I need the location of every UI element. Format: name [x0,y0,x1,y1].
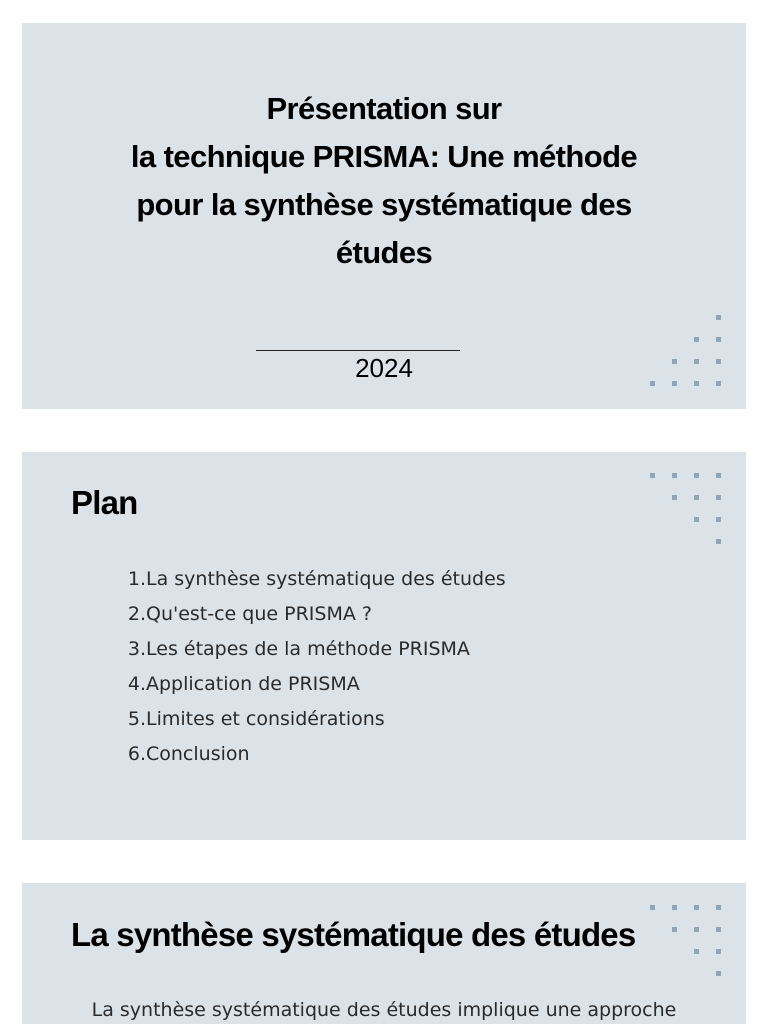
dot [716,359,721,364]
title-line: pour la synthèse systématique des [136,187,632,222]
dot [672,905,677,910]
list-item [124,632,506,667]
list-item [124,667,506,702]
item-number: 1. [127,568,146,590]
dot [716,927,721,932]
list-item [124,597,506,632]
decorative-dots-icon [650,905,730,985]
dot [716,949,721,954]
dot [694,359,699,364]
title-line: la technique PRISMA: Une méthode [130,139,638,174]
dot [716,337,721,342]
dot [716,971,721,976]
plan-slide [22,452,746,840]
item-text: Limites et considérations [146,708,385,730]
slide-heading: La synthèse systématique des études [71,916,636,953]
dot [716,539,721,544]
item-number: 3. [127,638,146,660]
presentation-title [22,85,746,277]
dot [716,381,721,386]
item-number: 4. [127,673,146,695]
item-number: 5. [127,708,146,730]
dot [672,381,677,386]
plan-list [124,562,506,772]
dot [672,495,677,500]
presentation-year: 2024 [355,353,413,383]
dot [716,473,721,478]
dot [716,315,721,320]
dot [716,905,721,910]
dot [716,495,721,500]
dot [650,473,655,478]
list-item [124,562,506,597]
item-text: Application de PRISMA [146,673,360,695]
item-text: La synthèse systématique des études [146,568,506,590]
item-text: Qu'est-ce que PRISMA ? [146,603,372,625]
list-item [124,737,506,772]
title-divider [256,350,460,351]
dot [694,927,699,932]
dot [650,905,655,910]
dot [716,517,721,522]
dot [694,337,699,342]
list-item [124,702,506,737]
item-number: 6. [127,743,146,765]
dot [694,473,699,478]
item-text: Les étapes de la méthode PRISMA [146,638,470,660]
dot [672,927,677,932]
dot [694,517,699,522]
title-line: études [335,235,433,270]
dot [694,381,699,386]
slide-heading: Plan [71,484,138,521]
title-slide [22,23,746,409]
title-line: Présentation sur [266,91,502,126]
decorative-dots-icon [650,315,730,395]
decorative-dots-icon [650,473,730,553]
dot [672,359,677,364]
item-number: 2. [127,603,146,625]
slide-body-text: La synthèse systématique des études implique une approche [91,999,677,1021]
dot [672,473,677,478]
dot [694,949,699,954]
dot [694,905,699,910]
dot [650,381,655,386]
dot [694,495,699,500]
item-text: Conclusion [146,743,250,765]
synthesis-slide [22,883,746,1024]
